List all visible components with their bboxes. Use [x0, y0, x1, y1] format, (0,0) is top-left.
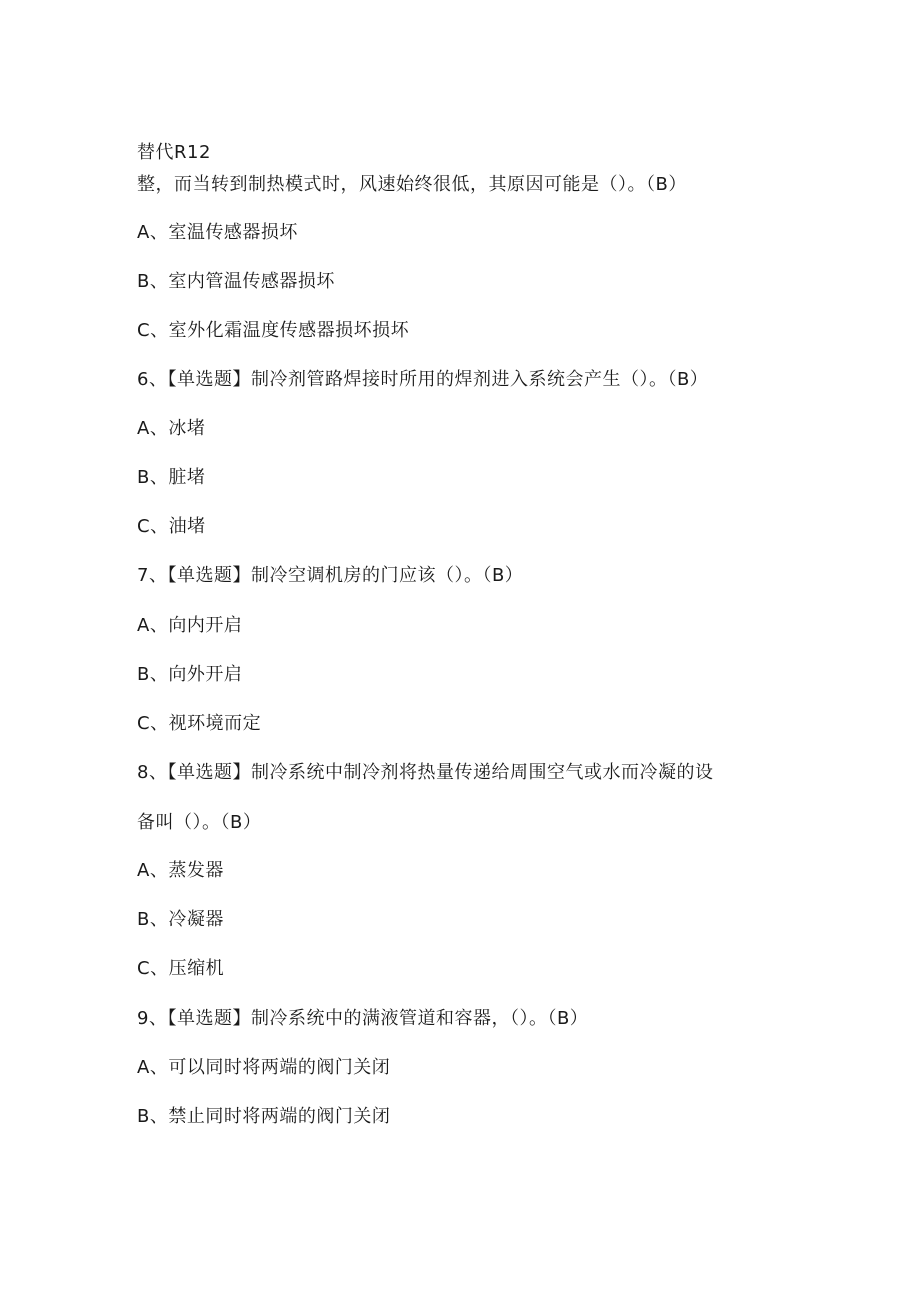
question-8-stem-line-2: 备叫（）。（B）	[137, 812, 262, 833]
question-7-option-a: A、向内开启	[137, 615, 243, 636]
fragment-line-2: 整，而当转到制热模式时，风速始终很低，其原因可能是（）。（B）	[137, 174, 687, 195]
question-8-option-c: C、压缩机	[137, 958, 225, 979]
question-9-option-b: B、禁止同时将两端的阀门关闭	[137, 1106, 391, 1127]
question-7-option-b: B、向外开启	[137, 664, 243, 685]
question-6-option-c: C、油堵	[137, 516, 206, 537]
question-8-stem-line-1: 8、【单选题】制冷系统中制冷剂将热量传递给周围空气或水而冷凝的设	[137, 762, 714, 783]
question-7-option-c: C、视环境而定	[137, 713, 262, 734]
fragment-option-c: C、室外化霜温度传感器损坏损坏	[137, 320, 410, 341]
question-8-option-a: A、蒸发器	[137, 860, 224, 881]
question-6-stem: 6、【单选题】制冷剂管路焊接时所用的焊剂进入系统会产生（）。（B）	[137, 369, 709, 390]
question-7-stem: 7、【单选题】制冷空调机房的门应该（）。（B）	[137, 565, 524, 586]
question-9-stem: 9、【单选题】制冷系统中的满液管道和容器，（）。（B）	[137, 1008, 589, 1029]
fragment-line-1: 替代R12	[137, 142, 211, 163]
question-6-option-b: B、脏堵	[137, 467, 206, 488]
fragment-option-b: B、室内管温传感器损坏	[137, 271, 335, 292]
question-6-option-a: A、冰堵	[137, 418, 206, 439]
question-9-option-a: A、可以同时将两端的阀门关闭	[137, 1057, 391, 1078]
question-8-option-b: B、冷凝器	[137, 909, 224, 930]
fragment-option-a: A、室温传感器损坏	[137, 222, 298, 243]
